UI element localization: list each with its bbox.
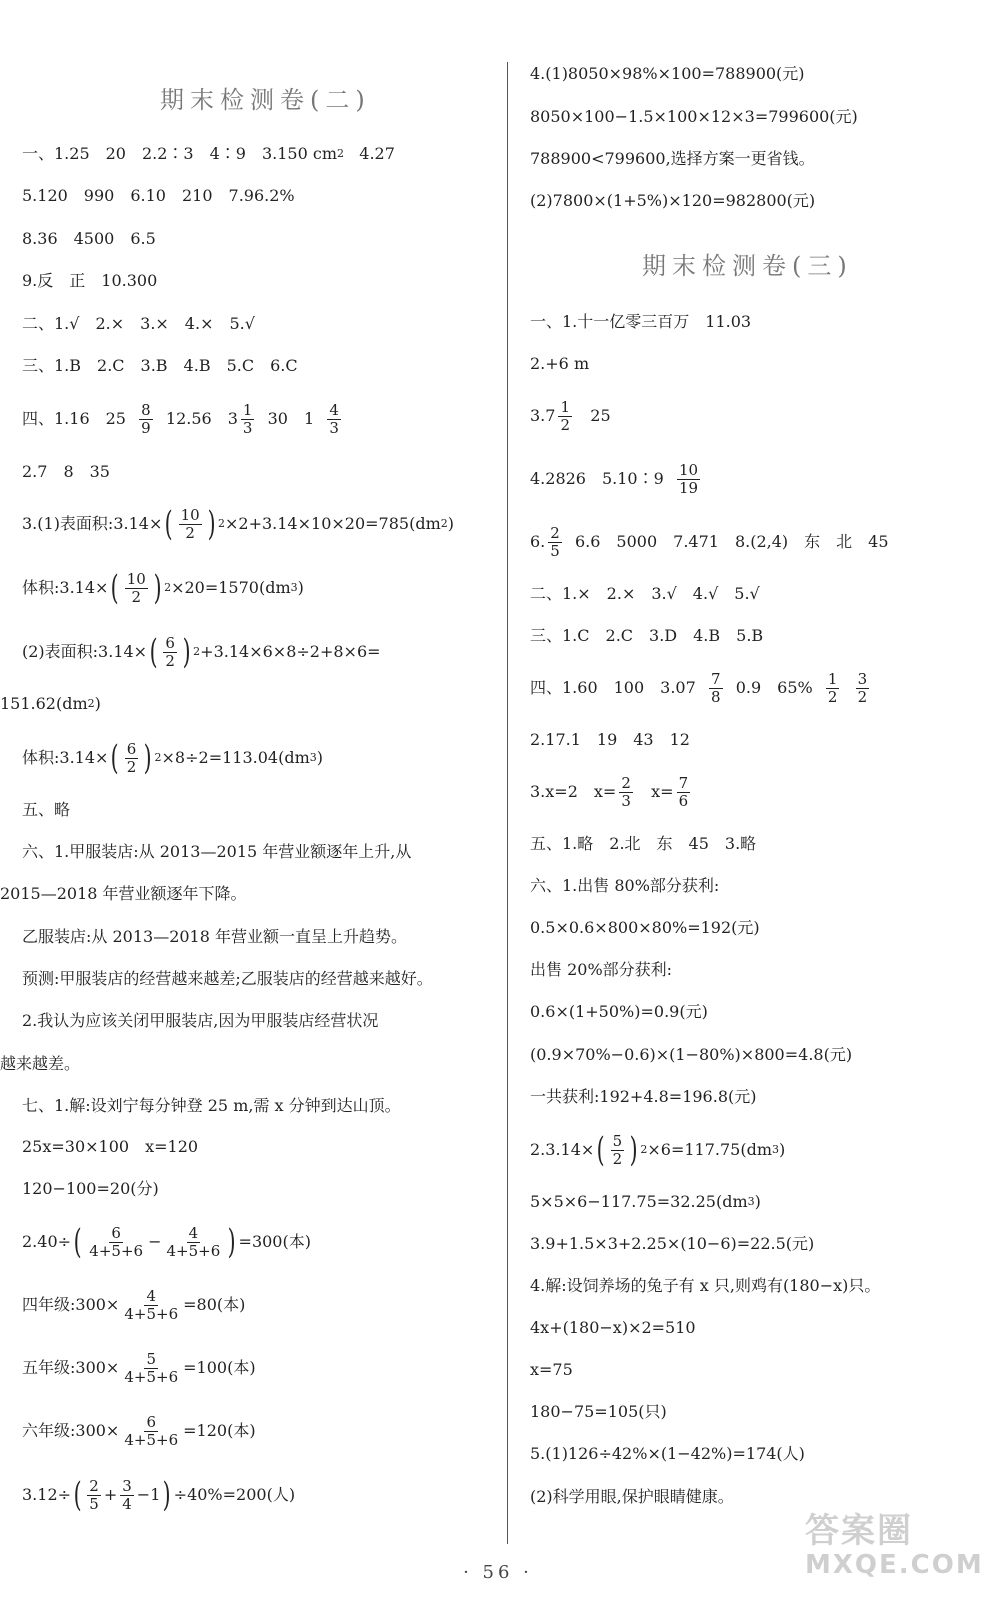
section-heading-3: 期末检测卷(三)	[642, 252, 853, 280]
fraction: $\frac{1}{3}$	[242, 400, 253, 437]
fraction: $\frac{10}{2}$	[180, 505, 200, 542]
fraction: $\frac{8}{9}$	[141, 400, 151, 437]
answer-line: 2.3.14× ( $\frac{5}{2}$ ) 2 ×6=117.75(dm 3 )	[530, 1130, 786, 1170]
watermark-logo: 答案圈 MXQE.COM	[805, 1511, 984, 1580]
answer-line: 二、1.√ 2.× 3.× 4.× 5.√	[22, 314, 255, 333]
answer-line: (2)表面积:3.14× ( $\frac{6}{2}$ ) 2 +3.14×6×8÷2+8×6=	[22, 632, 381, 672]
answer-line: 4.2826 5.10∶9 $\frac{10}{19}$	[530, 460, 699, 497]
answer-line: 8.36 4500 6.5	[22, 229, 156, 248]
answer-line: (0.9×70%−0.6)×(1−80%)×800=4.8(元)	[530, 1045, 853, 1064]
answer-line: 七、1.解:设刘宁每分钟登 25 m,需 x 分钟到达山顶。	[22, 1096, 401, 1115]
answer-line: 5×5×6−117.75=32.25(dm 3 )	[530, 1192, 761, 1211]
answer-line: 5.120 990 6.10 210 7.96.2%	[22, 186, 295, 205]
answer-line: 4.解:设饲养场的兔子有 x 只,则鸡有(180−x)只。	[530, 1276, 881, 1295]
answer-line: 0.5×0.6×800×80%=192(元)	[530, 918, 760, 937]
answer-line: 乙服装店:从 2013—2018 年营业额一直呈上升趋势。	[22, 927, 408, 946]
fraction: $\frac{5}{2}$	[612, 1131, 623, 1168]
fraction: $\frac{6}{2}$	[126, 739, 137, 776]
answer-line: 体积:3.14× ( $\frac{6}{2}$ ) 2 ×8÷2=113.04(dm 3 )	[22, 738, 323, 778]
answer-line: 出售 20%部分获利:	[530, 960, 673, 979]
fraction: $\frac{4}{4+5+6}$	[124, 1286, 179, 1323]
fraction: $\frac{2}{3}$	[621, 773, 631, 810]
answer-line: 五、略	[22, 800, 71, 819]
answer-line: 2.+6 m	[530, 354, 590, 373]
answer-line: 4.(1)8050×98%×100=788900(元)	[530, 64, 805, 83]
answer-line: 3.12÷ ( $\frac{2}{5}$ + $\frac{3}{4}$ −1 ) ÷40%=200(人)	[22, 1475, 296, 1515]
column-divider	[507, 62, 508, 1544]
answer-line: 151.62(dm 2 )	[0, 694, 101, 713]
answer-line: 越来越差。	[0, 1054, 81, 1073]
answer-line: 2.40÷ ( $\frac{6}{4+5+6}$ − $\frac{4}{4+5+6}$ ) =300(本)	[22, 1222, 311, 1262]
fraction: $\frac{3}{2}$	[857, 669, 868, 706]
answer-line: 3.9+1.5×3+2.25×(10−6)=22.5(元)	[530, 1234, 815, 1253]
answer-line: 一共获利:192+4.8=196.8(元)	[530, 1087, 757, 1106]
answer-line: 预测:甲服装店的经营越来越差;乙服装店的经营越来越好。	[22, 969, 433, 988]
answer-line: 8050×100−1.5×100×12×3=799600(元)	[530, 107, 858, 126]
fraction: $\frac{4}{4+5+6}$	[166, 1223, 221, 1260]
answer-line: 六、1.出售 80%部分获利:	[530, 876, 720, 895]
answer-line: 0.6×(1+50%)=0.9(元)	[530, 1002, 708, 1021]
section-heading-2: 期末检测卷(二)	[160, 86, 371, 114]
fraction: $\frac{1}{2}$	[827, 669, 838, 706]
answer-line: 3.x=2 x= $\frac{2}{3}$ x= $\frac{7}{6}$	[530, 773, 689, 810]
fraction: $\frac{10}{2}$	[126, 569, 146, 606]
answer-line: 788900<799600,选择方案一更省钱。	[530, 149, 815, 168]
fraction: $\frac{3}{4}$	[122, 1476, 132, 1513]
answer-line: 六年级:300× $\frac{6}{4+5+6}$ =120(本)	[22, 1412, 256, 1449]
answer-line: 4x+(180−x)×2=510	[530, 1318, 696, 1337]
answer-line: 9.反 正 10.300	[22, 271, 158, 290]
fraction: $\frac{7}{8}$	[710, 669, 721, 706]
answer-line: 一、1.十一亿零三百万 11.03	[530, 312, 752, 331]
answer-line: x=75	[530, 1360, 573, 1379]
answer-line: 五年级:300× $\frac{5}{4+5+6}$ =100(本)	[22, 1349, 256, 1386]
answer-line: 3.(1)表面积:3.14× ( $\frac{10}{2}$ ) 2 ×2+3.14×10×20=785(dm 2 )	[22, 504, 454, 544]
answer-line: 2015—2018 年营业额逐年下降。	[0, 884, 247, 903]
fraction: $\frac{4}{3}$	[329, 400, 339, 437]
fraction: $\frac{10}{19}$	[678, 460, 699, 497]
fraction: $\frac{2}{5}$	[89, 1476, 99, 1513]
fraction: $\frac{2}{5}$	[550, 523, 560, 560]
answer-line: 3.7 $\frac{1}{2}$ 25	[530, 397, 611, 434]
fraction: $\frac{5}{4+5+6}$	[124, 1349, 179, 1386]
page-number: · 56 ·	[463, 1562, 533, 1583]
answer-line: 四年级:300× $\frac{4}{4+5+6}$ =80(本)	[22, 1286, 246, 1323]
answer-line: 五、1.略 2.北 东 45 3.略	[530, 834, 757, 853]
answer-line: 25x=30×100 x=120	[22, 1137, 199, 1156]
answer-line: 四、1.16 25 $\frac{8}{9}$ 12.56 3 $\frac{1}{3}$ 30 1 $\frac{4}{3}$	[22, 400, 339, 437]
fraction: $\frac{6}{2}$	[165, 633, 175, 670]
fraction: $\frac{6}{4+5+6}$	[89, 1223, 144, 1260]
fraction: $\frac{1}{2}$	[560, 397, 570, 434]
answer-line: 四、1.60 100 3.07 $\frac{7}{8}$ 0.9 65% $\frac{1}{2}$ $\frac{3}{2}$	[530, 669, 868, 706]
answer-line: 120−100=20(分)	[22, 1179, 159, 1198]
answer-line: 2.7 8 35	[22, 462, 110, 481]
answer-line: 三、1.C 2.C 3.D 4.B 5.B	[530, 626, 764, 645]
answer-line: 2.17.1 19 43 12	[530, 730, 690, 749]
answer-line: 180−75=105(只)	[530, 1402, 667, 1421]
answer-line: 二、1.× 2.× 3.√ 4.√ 5.√	[530, 584, 760, 603]
answer-line: 2.我认为应该关闭甲服装店,因为甲服装店经营状况	[22, 1011, 379, 1030]
answer-line: 5.(1)126÷42%×(1−42%)=174(人)	[530, 1444, 805, 1463]
answer-line: (2)7800×(1+5%)×120=982800(元)	[530, 191, 816, 210]
fraction: $\frac{6}{4+5+6}$	[124, 1412, 179, 1449]
answer-line: 六、1.甲服装店:从 2013—2015 年营业额逐年上升,从	[22, 842, 412, 861]
answer-line: 6. $\frac{2}{5}$ 6.6 5000 7.471 8.(2,4) 东 北 45	[530, 523, 889, 560]
answer-line: 体积:3.14× ( $\frac{10}{2}$ ) 2 ×20=1570(dm 3 )	[22, 568, 304, 608]
answer-line: 一、1.25 20 2.2∶3 4∶9 3.150 cm 2 4.27	[22, 144, 395, 163]
fraction: $\frac{7}{6}$	[678, 773, 689, 810]
answer-line: 三、1.B 2.C 3.B 4.B 5.C 6.C	[22, 356, 298, 375]
answer-line: (2)科学用眼,保护眼睛健康。	[530, 1487, 734, 1506]
